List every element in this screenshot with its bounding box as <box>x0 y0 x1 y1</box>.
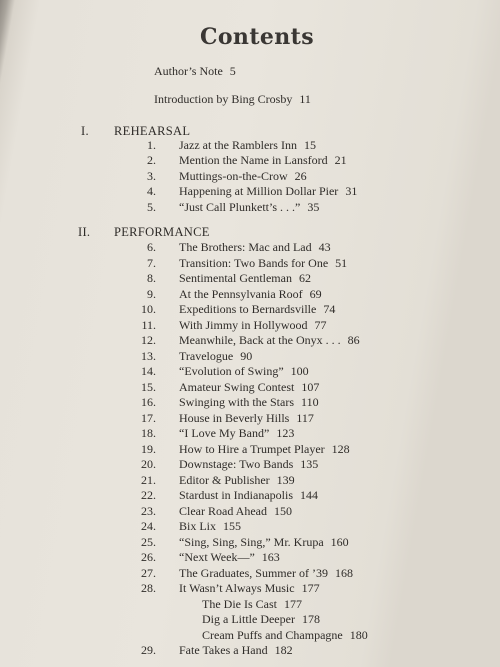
chapter-number: 11. <box>141 317 156 332</box>
chapter-page: 69 <box>309 286 322 301</box>
chapter-entry-text <box>179 457 318 471</box>
chapter-title: Jazz at the Ramblers Inn <box>179 138 297 152</box>
chapter-title: With Jimmy in Hollywood <box>179 317 308 332</box>
page-title: Contents <box>199 24 315 50</box>
chapter-page: 168 <box>334 565 353 580</box>
chapter-entry-text <box>179 411 314 425</box>
chapter-number: 1. <box>147 138 156 152</box>
chapter-page: 144 <box>300 488 318 502</box>
chapter-title: At the Pennsylvania Roof <box>179 286 303 301</box>
chapter-page: 21 <box>334 153 347 168</box>
chapter-page: 139 <box>276 472 295 487</box>
chapter-entry-text <box>179 442 350 456</box>
chapter-title: The Die Is Cast <box>202 596 277 611</box>
chapter-number: 23. <box>141 503 156 518</box>
chapter-entry-text <box>179 302 335 316</box>
chapter-entry-text <box>179 287 322 301</box>
chapter-number: 24. <box>141 519 156 533</box>
chapter-title: It Wasn’t Always Music <box>179 581 295 595</box>
chapter-page: 182 <box>274 643 293 657</box>
chapter-entry-text <box>179 256 347 270</box>
chapter-title: The Brothers: Mac and Lad <box>179 240 312 254</box>
chapter-title: Fate Takes a Hand <box>179 643 268 657</box>
chapter-number: 21. <box>141 472 156 487</box>
chapter-page: 43 <box>318 240 331 254</box>
chapter-entry-text <box>179 349 252 363</box>
chapter-page: 107 <box>301 379 320 394</box>
chapter-number: 10. <box>141 302 156 316</box>
chapter-title: Clear Road Ahead <box>179 503 267 518</box>
chapter-entry-text <box>202 612 320 626</box>
part-numeral-ii: II. <box>78 225 91 239</box>
chapter-number: 2. <box>147 153 156 168</box>
chapter-entry-text <box>179 184 357 198</box>
chapter-page: 155 <box>223 519 242 533</box>
chapter-entry-text <box>179 395 319 409</box>
chapter-entry-text <box>179 153 347 167</box>
chapter-title: “Sing, Sing, Sing,” Mr. Krupa <box>179 534 324 549</box>
chapter-page: 51 <box>335 255 348 270</box>
chapter-number: 8. <box>147 271 156 285</box>
chapter-entry-text <box>179 169 307 183</box>
chapter-title: Travelogue <box>179 348 234 363</box>
chapter-page: 15 <box>303 138 316 152</box>
chapter-entry-text <box>179 138 316 152</box>
chapter-title: The Graduates, Summer of ’39 <box>179 565 328 580</box>
chapter-page: 77 <box>314 317 327 332</box>
chapter-entry-text <box>179 581 320 595</box>
chapter-number: 15. <box>141 379 156 394</box>
chapter-number: 28. <box>141 581 156 595</box>
chapter-page: 90 <box>240 348 253 363</box>
entry-title: Introduction by Bing Crosby <box>154 92 293 106</box>
chapter-title: “Just Call Plunkett’s . . .” <box>179 199 301 214</box>
chapter-page: 177 <box>301 581 320 595</box>
chapter-number: 6. <box>147 240 156 254</box>
chapter-entry-text <box>179 566 353 580</box>
chapter-page: 150 <box>273 503 292 518</box>
chapter-title: Amateur Swing Contest <box>179 379 295 394</box>
chapter-page: 117 <box>296 410 314 425</box>
chapter-page: 110 <box>301 395 319 409</box>
chapter-entry-text <box>179 488 318 502</box>
chapter-page: 74 <box>323 302 336 316</box>
chapter-entry-text <box>202 597 302 611</box>
chapter-page: 180 <box>349 627 368 642</box>
chapter-number: 18. <box>141 426 156 440</box>
entry-page: 5 <box>229 64 236 78</box>
front-entry-introduction <box>154 92 311 106</box>
chapter-title: Downstage: Two Bands <box>179 457 294 471</box>
chapter-entry-text <box>179 504 292 518</box>
chapter-entry-text <box>179 426 294 440</box>
chapter-title: Transition: Two Bands for One <box>179 255 329 270</box>
chapter-title: Sentimental Gentleman <box>179 271 292 285</box>
chapter-page: 135 <box>300 457 319 471</box>
chapter-number: 5. <box>147 199 156 214</box>
chapter-page: 35 <box>307 199 320 214</box>
chapter-number: 14. <box>141 364 156 378</box>
chapter-title: Cream Puffs and Champagne <box>202 627 343 642</box>
entry-page: 11 <box>299 92 311 106</box>
chapter-title: Muttings-on-the-Crow <box>179 168 288 183</box>
chapter-entry-text <box>179 519 241 533</box>
chapter-entry-text <box>179 643 293 657</box>
entry-title: Author’s Note <box>154 64 223 78</box>
chapter-title: Swinging with the Stars <box>179 395 295 409</box>
chapter-title: Meanwhile, Back at the Onyx . . . <box>179 333 341 347</box>
chapter-number: 7. <box>147 255 156 270</box>
chapter-page: 178 <box>301 612 320 626</box>
chapter-number: 12. <box>141 333 156 347</box>
chapter-title: “Evolution of Swing” <box>179 364 284 378</box>
chapter-entry-text <box>179 364 309 378</box>
chapter-number: 20. <box>141 457 156 471</box>
part-numeral-i: I. <box>81 124 89 138</box>
chapter-entry-text <box>179 240 331 254</box>
chapter-number: 27. <box>141 565 156 580</box>
chapter-number: 29. <box>141 643 156 657</box>
chapter-page: 31 <box>345 184 358 199</box>
chapter-page: 26 <box>294 168 307 183</box>
chapter-title: Happening at Million Dollar Pier <box>179 184 339 199</box>
part-title-performance: PERFORMANCE <box>114 225 210 239</box>
chapter-number: 4. <box>147 184 156 199</box>
chapter-title: Dig a Little Deeper <box>202 612 295 626</box>
chapter-entry-text <box>179 318 327 332</box>
chapter-entry-text <box>179 550 280 564</box>
chapter-number: 16. <box>141 395 156 409</box>
front-entry-authors-note <box>154 64 236 78</box>
chapter-page: 128 <box>331 441 350 456</box>
chapter-number: 22. <box>141 488 156 502</box>
chapter-page: 177 <box>283 596 302 611</box>
chapter-entry-text <box>179 535 349 549</box>
chapter-title: Mention the Name in Lansford <box>179 153 328 168</box>
chapter-number: 9. <box>147 286 156 301</box>
chapter-page: 160 <box>330 534 349 549</box>
chapter-title: How to Hire a Trumpet Player <box>179 441 325 456</box>
chapter-entry-text <box>179 380 319 394</box>
chapter-title: “I Love My Band” <box>179 426 270 440</box>
chapter-number: 3. <box>147 168 156 183</box>
chapter-entry-text <box>179 271 311 285</box>
chapter-page: 86 <box>347 333 360 347</box>
chapter-title: Bix Lix <box>179 519 217 533</box>
chapter-entry-text <box>179 200 319 214</box>
part-title-rehearsal: REHEARSAL <box>114 124 191 138</box>
chapter-page: 163 <box>261 550 280 564</box>
chapter-number: 25. <box>141 534 156 549</box>
chapter-number: 17. <box>141 410 156 425</box>
chapter-entry-text <box>202 628 368 642</box>
chapter-title: Stardust in Indianapolis <box>179 488 293 502</box>
chapter-page: 62 <box>298 271 311 285</box>
chapter-title: House in Beverly Hills <box>179 410 290 425</box>
chapter-number: 13. <box>141 348 156 363</box>
chapter-number: 26. <box>141 550 156 564</box>
chapter-title: Expeditions to Bernardsville <box>179 302 317 316</box>
chapter-entry-text <box>179 333 360 347</box>
chapter-entry-text <box>179 473 295 487</box>
chapter-title: “Next Week—” <box>179 550 255 564</box>
chapter-page: 100 <box>290 364 309 378</box>
chapter-number: 19. <box>141 441 156 456</box>
chapter-title: Editor & Publisher <box>179 472 270 487</box>
chapter-page: 123 <box>276 426 295 440</box>
